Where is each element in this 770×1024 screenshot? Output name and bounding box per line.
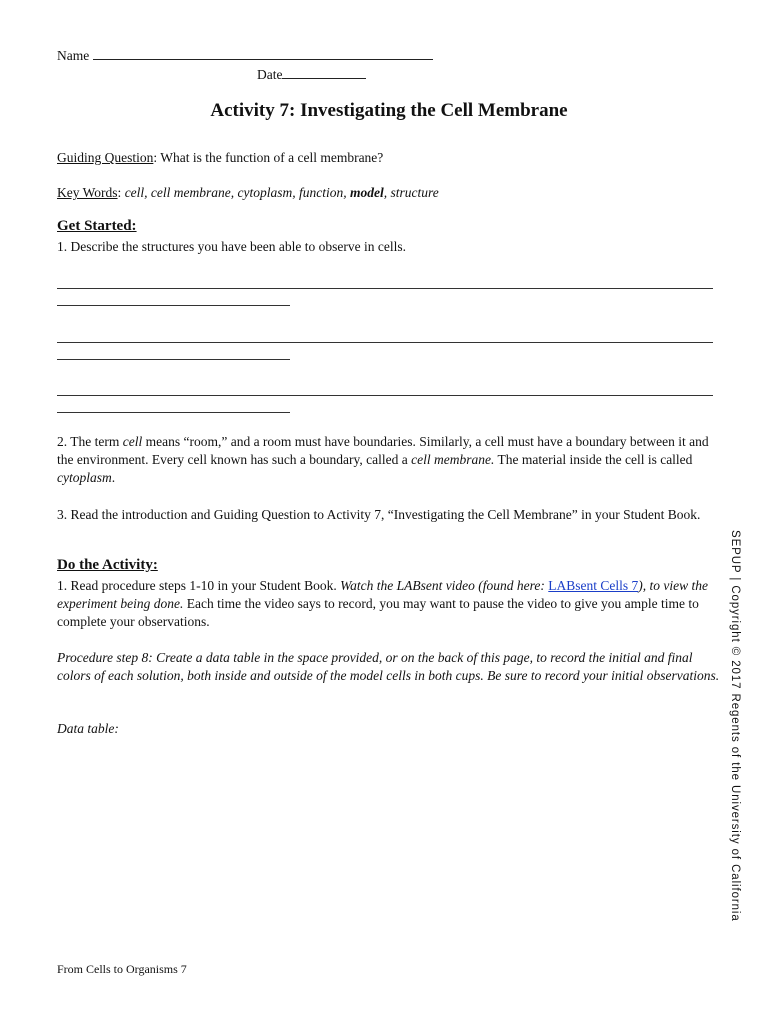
key-word-model: model [350, 185, 384, 200]
q2-text-b: means “room,” and a room must have boundaries. Similarly, a cell must have a boundary between it and the environment. Every cell known has such a boundary, called a [57, 434, 709, 467]
question-3: 3. Read the introduction and Guiding Question to Activity 7, “Investigating the Cell Membrane” in your Student Book. [57, 507, 701, 522]
q2-text-d: . [111, 470, 116, 485]
step1-italic-b: ), to view the experiment being done. [57, 578, 709, 611]
step1-italic-a: Watch the LABsent video (found here: [340, 578, 549, 593]
answer-line[interactable] [57, 305, 290, 306]
guiding-question-label: Guiding Question [57, 150, 154, 165]
key-words-colon: : [117, 185, 125, 200]
key-words-list-a: cell, cell membrane, cytoplasm, function, [124, 185, 351, 200]
name-blank[interactable] [93, 48, 433, 60]
copyright-sidebar: SEPUP | Copyright © 2017 Regents of the University of California [729, 530, 741, 922]
labsent-video-link[interactable]: LABsent Cells 7 [548, 578, 639, 593]
name-label: Name [57, 48, 90, 63]
guiding-question [57, 149, 383, 167]
q2-term-membrane: cell membrane. [411, 452, 495, 467]
q2-term-cell: cell [122, 434, 143, 449]
do-activity-heading: Do the Activity: [57, 557, 158, 573]
activity-step-1 [57, 577, 722, 631]
answer-line[interactable] [57, 395, 713, 396]
procedure-step-8: Procedure step 8: Create a data table in the space provided, or on the back of this page, to record the initial and final colors of each solution, both inside and outside of the model cells in both cups. Be sure to record your initial observations. [57, 650, 720, 683]
answer-line[interactable] [57, 342, 713, 343]
page-title: Activity 7: Investigating the Cell Membrane [210, 100, 568, 121]
date-field[interactable] [257, 66, 366, 84]
key-words [57, 184, 439, 202]
q2-text-c: The material inside the cell is called [494, 452, 693, 467]
data-table-label: Data table: [57, 721, 119, 736]
date-blank[interactable] [282, 67, 366, 79]
answer-line[interactable] [57, 359, 290, 360]
step1-text-a: 1. Read procedure steps 1-10 in your Student Book. [57, 578, 341, 593]
name-field[interactable] [57, 47, 433, 65]
date-label: Date [257, 67, 283, 82]
step1-text-b: Each time the video says to record, you may want to pause the video to give you ample time to complete your observations. [57, 596, 699, 629]
question-1: 1. Describe the structures you have been able to observe in cells. [57, 239, 407, 254]
data-table-area[interactable] [57, 745, 713, 945]
guiding-question-text: : What is the function of a cell membrane? [153, 150, 384, 165]
question-2 [57, 433, 722, 487]
page-footer: From Cells to Organisms 7 [57, 962, 187, 976]
get-started-heading: Get Started: [57, 218, 137, 234]
answer-line[interactable] [57, 288, 713, 289]
key-words-label: Key Words [57, 185, 118, 200]
key-words-list-b: , structure [383, 185, 439, 200]
q2-term-cytoplasm: cytoplasm [57, 470, 112, 485]
answer-line[interactable] [57, 412, 290, 413]
q2-text-a: 2. The term [57, 434, 123, 449]
